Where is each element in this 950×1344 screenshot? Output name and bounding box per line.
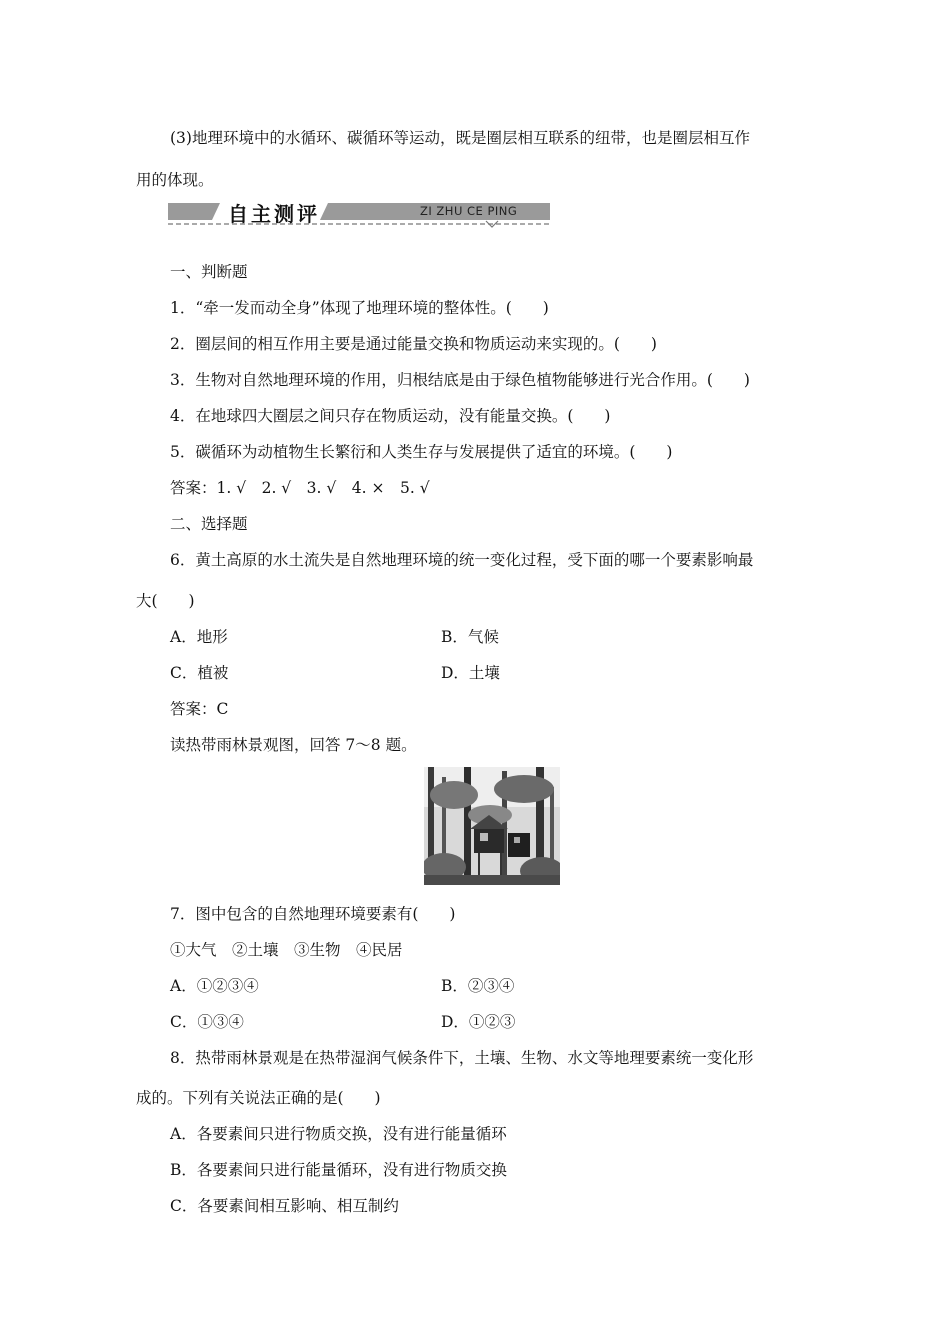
q7-option-b: B．②③④ bbox=[441, 977, 515, 995]
q7-option-d: D．①②③ bbox=[441, 1013, 516, 1031]
q7-option-a: A．①②③④ bbox=[170, 977, 259, 995]
q6-option-c: C．植被 bbox=[170, 664, 229, 682]
judge-item-1: 1．“牵一发而动全身”体现了地理环境的整体性。( ) bbox=[170, 299, 549, 317]
rainforest-photo bbox=[424, 767, 560, 885]
banner-subtitle: ZI ZHU CE PING bbox=[420, 204, 518, 218]
q7-elements: ①大气 ②土壤 ③生物 ④民居 bbox=[170, 941, 403, 959]
section-banner bbox=[168, 198, 550, 228]
judge-item-5: 5．碳循环为动植物生长繁衍和人类生存与发展提供了适宜的环境。( ) bbox=[170, 443, 673, 461]
banner-title: 自主测评 bbox=[228, 202, 320, 226]
intro-line-2: 用的体现。 bbox=[136, 171, 214, 189]
q6-option-a: A．地形 bbox=[170, 628, 228, 646]
q8-option-b: B．各要素间只进行能量循环，没有进行物质交换 bbox=[170, 1161, 507, 1179]
q8-line-2: 成的。下列有关说法正确的是( ) bbox=[136, 1089, 381, 1107]
intro-line-1: (3)地理环境中的水循环、碳循环等运动，既是圈层相互联系的纽带，也是圈层相互作 bbox=[170, 129, 750, 147]
section2-heading: 二、选择题 bbox=[170, 515, 248, 533]
q8-option-c: C．各要素间相互影响、相互制约 bbox=[170, 1197, 399, 1215]
section1-heading: 一、判断题 bbox=[170, 263, 248, 281]
q7-8-lead: 读热带雨林景观图，回答 7～8 题。 bbox=[170, 736, 417, 754]
q8-line-1: 8．热带雨林景观是在热带湿润气候条件下，土壤、生物、水文等地理要素统一变化形 bbox=[170, 1049, 754, 1067]
q7-stem: 7．图中包含的自然地理环境要素有( ) bbox=[170, 905, 456, 923]
q8-option-a: A．各要素间只进行物质交换，没有进行能量循环 bbox=[170, 1125, 507, 1143]
q6-line-2: 大( ) bbox=[136, 592, 195, 610]
q6-option-d: D．土壤 bbox=[441, 664, 500, 682]
q7-option-c: C．①③④ bbox=[170, 1013, 244, 1031]
q6-line-1: 6．黄土高原的水土流失是自然地理环境的统一变化过程，受下面的哪一个要素影响最 bbox=[170, 551, 754, 569]
judge-item-4: 4．在地球四大圈层之间只存在物质运动，没有能量交换。( ) bbox=[170, 407, 611, 425]
q6-option-b: B．气候 bbox=[441, 628, 499, 646]
judge-item-3: 3．生物对自然地理环境的作用，归根结底是由于绿色植物能够进行光合作用。( ) bbox=[170, 371, 750, 389]
judge-item-2: 2．圈层间的相互作用主要是通过能量交换和物质运动来实现的。( ) bbox=[170, 335, 657, 353]
judge-answer: 答案：1. √ 2. √ 3. √ 4. × 5. √ bbox=[170, 479, 430, 497]
q6-answer: 答案：C bbox=[170, 700, 229, 718]
